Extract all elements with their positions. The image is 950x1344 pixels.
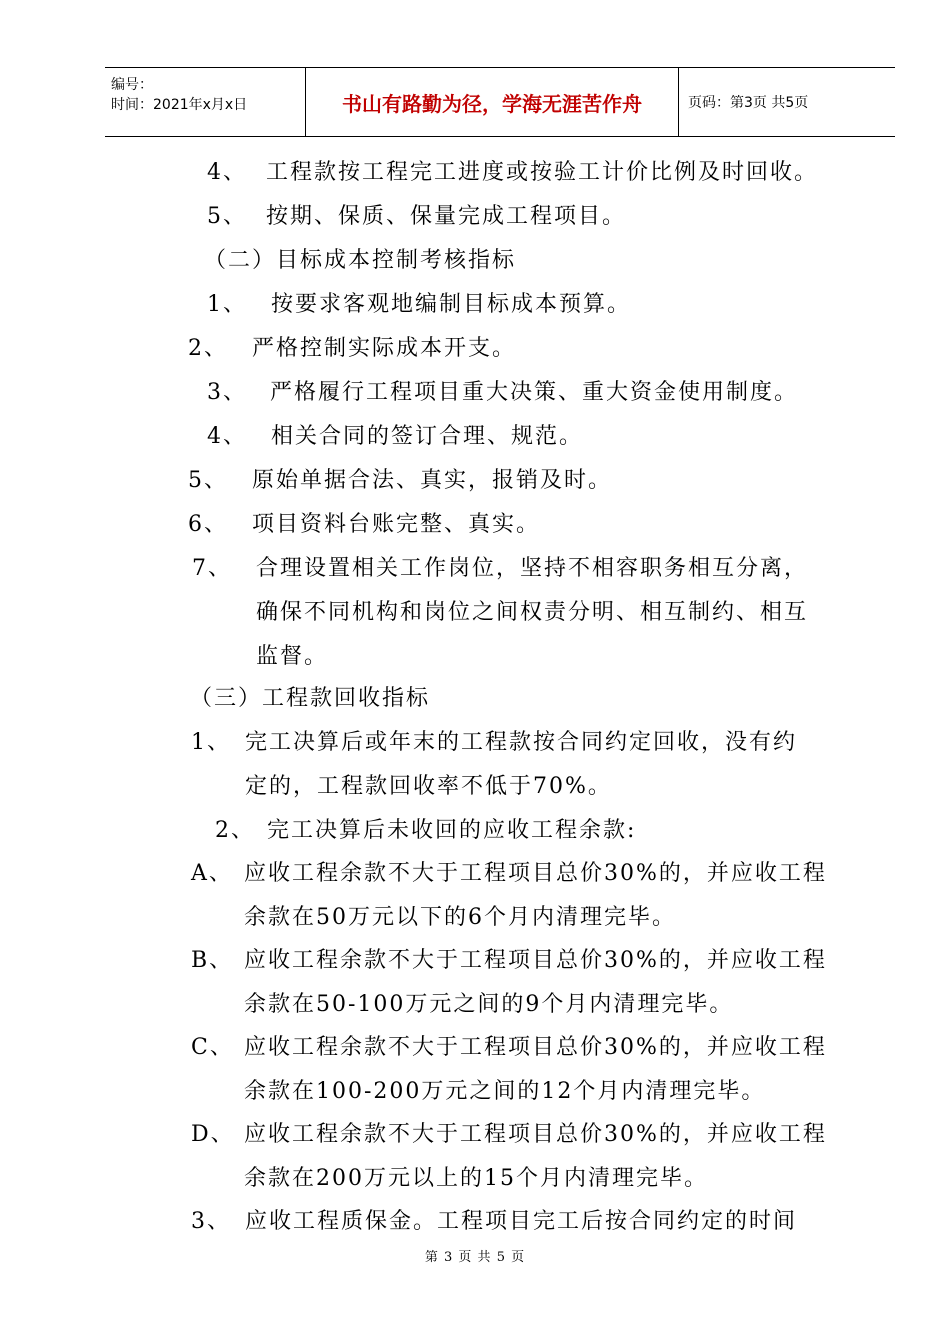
item-number: 2、 (215, 818, 255, 843)
item-text-cont: 定的，工程款回收率不低于70%。 (245, 774, 612, 799)
item-number: C、 (191, 1035, 234, 1060)
header-meta (105, 68, 306, 136)
item-text: 严格履行工程项目重大决策、重大资金使用制度。 (270, 380, 799, 405)
item-text: 按期、保质、保量完成工程项目。 (266, 204, 627, 229)
item-number: 1、 (191, 730, 231, 755)
number-label: 编号： (111, 77, 153, 93)
item-text-cont: 余款在50万元以下的6个月内清理完毕。 (244, 905, 676, 930)
item-text-cont: 余款在200万元以上的15个月内清理完毕。 (244, 1166, 708, 1191)
time-label: 时间：2021年x月x日 (111, 97, 248, 113)
item-number: B、 (191, 948, 234, 973)
item-number: 5、 (188, 468, 228, 493)
item-text: 完工决算后未收回的应收工程余款: (267, 818, 637, 843)
header-page-info: 页码：第3页 共5页 (688, 95, 809, 111)
page-footer: 第 3 页 共 5 页 (424, 1250, 526, 1265)
item-number: A、 (191, 861, 233, 886)
item-text: 应收工程余款不大于工程项目总价30%的，并应收工程 (244, 1122, 827, 1147)
item-text: 应收工程余款不大于工程项目总价30%的，并应收工程 (244, 948, 827, 973)
item-number: 1、 (207, 292, 247, 317)
item-number: 3、 (191, 1209, 231, 1234)
item-text: 应收工程余款不大于工程项目总价30%的，并应收工程 (244, 861, 827, 886)
item-text: 应收工程质保金。工程项目完工后按合同约定的时间 (245, 1209, 798, 1234)
item-text: 原始单据合法、真实，报销及时。 (252, 468, 613, 493)
item-number: 5、 (207, 204, 247, 229)
item-text: 合理设置相关工作岗位，坚持不相容职务相互分离， (256, 556, 809, 581)
item-number: 6、 (188, 512, 228, 537)
header-motto: 书山有路勤为径，学海无涯苦作舟 (306, 68, 679, 136)
item-number: 7、 (192, 556, 232, 581)
item-number: 2、 (188, 336, 228, 361)
item-text: 项目资料台账完整、真实。 (252, 512, 541, 537)
item-text: 严格控制实际成本开支。 (252, 336, 517, 361)
item-number: 3、 (207, 380, 247, 405)
item-text: 应收工程余款不大于工程项目总价30%的，并应收工程 (244, 1035, 827, 1060)
item-text-cont: 余款在50-100万元之间的9个月内清理完毕。 (244, 992, 734, 1017)
item-number: 4、 (207, 424, 247, 449)
item-number: 4、 (207, 160, 247, 185)
section-heading: （二）目标成本控制考核指标 (204, 248, 517, 273)
item-number: D、 (191, 1122, 235, 1147)
page-header (105, 67, 895, 137)
item-text-cont: 监督。 (256, 644, 329, 669)
section-heading: （三）工程款回收指标 (190, 686, 431, 711)
item-text: 相关合同的签订合理、规范。 (271, 424, 584, 449)
item-text-cont: 确保不同机构和岗位之间权责分明、相互制约、相互 (256, 600, 809, 625)
item-text: 按要求客观地编制目标成本预算。 (271, 292, 632, 317)
item-text: 工程款按工程完工进度或按验工计价比例及时回收。 (266, 160, 819, 185)
item-text-cont: 余款在100-200万元之间的12个月内清理完毕。 (244, 1079, 766, 1104)
item-text: 完工决算后或年末的工程款按合同约定回收，没有约 (245, 730, 798, 755)
